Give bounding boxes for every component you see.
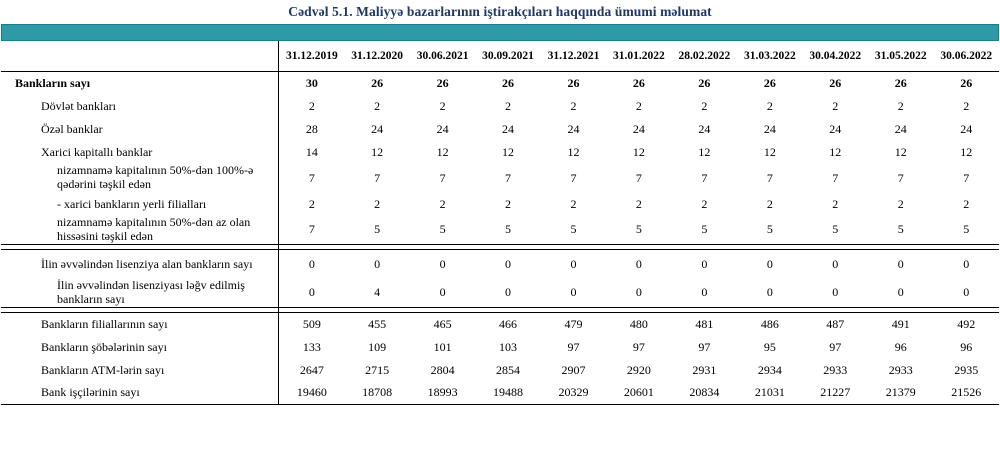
row-value: 492 — [957, 316, 976, 331]
row-value: 2 — [766, 196, 773, 211]
row-label: Bankların filiallarının sayı — [41, 316, 168, 331]
row-value: 96 — [894, 339, 907, 354]
row-value: 0 — [570, 285, 577, 300]
row-value: 12 — [829, 144, 842, 159]
table-row — [1, 313, 999, 336]
row-value: 97 — [632, 339, 645, 354]
column-header-date: 30.09.2021 — [475, 41, 540, 72]
table-row — [1, 359, 999, 382]
row-value: 2 — [570, 98, 577, 113]
row-value: 2 — [832, 98, 839, 113]
row-value: 24 — [960, 121, 973, 136]
row-value: 21526 — [933, 382, 999, 405]
row-value: 2715 — [365, 362, 390, 377]
row-value: 133 — [279, 336, 344, 359]
column-header-date: 30.06.2022 — [933, 41, 999, 72]
row-value: 0 — [963, 256, 970, 271]
table-row — [1, 118, 999, 141]
row-value: 7 — [279, 164, 344, 193]
row-value: 2920 — [626, 362, 651, 377]
table-row — [1, 216, 999, 245]
row-value: 5 — [374, 222, 381, 237]
row-value: 0 — [635, 285, 642, 300]
row-value: 97 — [829, 339, 842, 354]
row-value: 2 — [897, 98, 904, 113]
row-value: 7 — [963, 170, 970, 185]
row-label: - xarici bankların yerli filialları — [57, 196, 207, 211]
row-value: 12 — [567, 144, 580, 159]
table-row — [1, 95, 999, 118]
row-value: 4 — [374, 285, 381, 300]
row-value: 28 — [279, 118, 344, 141]
row-value: 24 — [567, 121, 580, 136]
row-value: 2 — [635, 196, 642, 211]
row-value: 24 — [829, 121, 842, 136]
row-value: 97 — [567, 339, 580, 354]
row-value: 0 — [439, 285, 446, 300]
row-value: 5 — [505, 222, 512, 237]
row-value: 20329 — [541, 382, 606, 405]
column-header-date: 31.12.2020 — [344, 41, 409, 72]
row-value: 12 — [436, 144, 449, 159]
row-value: 466 — [499, 316, 518, 331]
row-value: 12 — [371, 144, 384, 159]
row-value: 19488 — [475, 382, 540, 405]
row-value: 101 — [433, 339, 452, 354]
row-value: 24 — [763, 121, 776, 136]
row-label: nizamnamə kapitalının 50%-dən az olan hissəsini təşkil edən — [57, 214, 251, 243]
table-row — [1, 250, 999, 279]
row-value: 2 — [701, 196, 708, 211]
row-value: 2 — [439, 98, 446, 113]
row-value: 12 — [763, 144, 776, 159]
row-value: 26 — [698, 75, 711, 90]
row-value: 26 — [632, 75, 645, 90]
row-value: 7 — [279, 216, 344, 245]
row-value: 5 — [570, 222, 577, 237]
row-value: 103 — [499, 339, 518, 354]
row-value: 5 — [832, 222, 839, 237]
row-value: 12 — [960, 144, 973, 159]
row-value: 7 — [505, 170, 512, 185]
row-value: 2 — [279, 193, 344, 216]
row-value: 0 — [279, 279, 344, 308]
row-value: 26 — [436, 75, 449, 90]
row-value: 2 — [766, 98, 773, 113]
row-value: 97 — [698, 339, 711, 354]
row-value: 26 — [894, 75, 907, 90]
column-header-date: 31.12.2019 — [279, 41, 344, 72]
row-value: 2935 — [954, 362, 979, 377]
row-value: 0 — [570, 256, 577, 271]
row-value: 2 — [635, 98, 642, 113]
row-value: 95 — [763, 339, 776, 354]
row-value: 20834 — [672, 382, 737, 405]
row-value: 0 — [374, 256, 381, 271]
row-value: 0 — [701, 256, 708, 271]
row-value: 2 — [279, 95, 344, 118]
row-value: 2 — [897, 196, 904, 211]
row-value: 7 — [374, 170, 381, 185]
row-label: İlin əvvəlindən lisenziya alan bankların sayı — [41, 256, 253, 271]
row-value: 12 — [894, 144, 907, 159]
row-value: 2 — [374, 196, 381, 211]
row-value: 0 — [505, 256, 512, 271]
row-label: nizamnamə kapitalının 50%-dən 100%-ə qədərini təşkil edən — [57, 163, 254, 191]
row-value: 480 — [629, 316, 648, 331]
row-value: 2907 — [561, 362, 586, 377]
row-label: İlin əvvəlindən lisenziyası ləğv edilmiş bankların sayı — [57, 277, 245, 306]
row-value: 2 — [439, 196, 446, 211]
row-value: 26 — [829, 75, 842, 90]
row-value: 2804 — [430, 362, 455, 377]
row-label: Bankların sayı — [15, 75, 91, 90]
row-value: 30 — [279, 72, 344, 95]
row-value: 0 — [832, 285, 839, 300]
row-value: 26 — [371, 75, 384, 90]
row-value: 7 — [570, 170, 577, 185]
column-header-date: 28.02.2022 — [672, 41, 737, 72]
row-value: 509 — [279, 313, 344, 336]
table-row — [1, 72, 999, 95]
row-value: 7 — [766, 170, 773, 185]
accent-bar — [1, 24, 999, 41]
row-value: 24 — [371, 121, 384, 136]
row-value: 0 — [635, 256, 642, 271]
column-header-label — [1, 41, 279, 72]
row-value: 18708 — [344, 382, 409, 405]
table-row — [1, 193, 999, 216]
row-value: 2 — [505, 196, 512, 211]
row-value: 0 — [279, 250, 344, 279]
row-value: 26 — [502, 75, 515, 90]
row-label: Dövlət bankları — [41, 98, 116, 113]
row-value: 7 — [701, 170, 708, 185]
column-header-date: 31.03.2022 — [737, 41, 802, 72]
row-value: 21227 — [803, 382, 868, 405]
row-value: 12 — [502, 144, 515, 159]
row-value: 26 — [960, 75, 973, 90]
page-title: Cədvəl 5.1. Maliyyə bazarlarının iştirakçıları haqqında ümumi məlumat — [288, 4, 712, 19]
row-value: 26 — [567, 75, 580, 90]
column-header-date: 30.06.2021 — [410, 41, 475, 72]
row-value: 5 — [701, 222, 708, 237]
row-value: 24 — [632, 121, 645, 136]
table-row — [1, 382, 999, 405]
row-value: 109 — [368, 339, 387, 354]
row-value: 0 — [766, 285, 773, 300]
row-value: 2854 — [496, 362, 521, 377]
row-value: 0 — [897, 256, 904, 271]
row-value: 7 — [635, 170, 642, 185]
column-header-date: 30.04.2022 — [803, 41, 868, 72]
row-value: 2933 — [888, 362, 913, 377]
row-value: 487 — [826, 316, 845, 331]
row-value: 2 — [505, 98, 512, 113]
row-value: 491 — [891, 316, 910, 331]
column-header-date: 31.05.2022 — [868, 41, 933, 72]
table-row — [1, 141, 999, 164]
row-value: 2 — [963, 98, 970, 113]
row-value: 481 — [695, 316, 714, 331]
row-value: 19460 — [279, 382, 344, 405]
row-value: 465 — [433, 316, 452, 331]
row-value: 7 — [897, 170, 904, 185]
row-value: 486 — [760, 316, 779, 331]
row-value: 2 — [701, 98, 708, 113]
table-row — [1, 336, 999, 359]
row-value: 479 — [564, 316, 583, 331]
row-value: 0 — [897, 285, 904, 300]
row-value: 26 — [763, 75, 776, 90]
column-header-date: 31.01.2022 — [606, 41, 671, 72]
row-value: 24 — [436, 121, 449, 136]
row-value: 0 — [701, 285, 708, 300]
row-value: 5 — [897, 222, 904, 237]
row-value: 0 — [505, 285, 512, 300]
table-row — [1, 164, 999, 193]
row-value: 2933 — [823, 362, 848, 377]
row-value: 12 — [698, 144, 711, 159]
row-value: 2647 — [279, 359, 344, 382]
row-value: 21031 — [737, 382, 802, 405]
row-value: 12 — [632, 144, 645, 159]
row-value: 24 — [698, 121, 711, 136]
column-header-date: 31.12.2021 — [541, 41, 606, 72]
row-value: 2 — [963, 196, 970, 211]
table-header-row — [1, 41, 999, 72]
row-label: Özəl banklar — [41, 121, 103, 136]
row-value: 2931 — [692, 362, 717, 377]
row-value: 0 — [766, 256, 773, 271]
row-label: Xarici kapitallı banklar — [41, 144, 153, 159]
row-value: 18993 — [410, 382, 475, 405]
row-label: Bankların şöbələrinin sayı — [41, 339, 167, 354]
row-value: 96 — [960, 339, 973, 354]
row-value: 21379 — [868, 382, 933, 405]
table-row — [1, 279, 999, 308]
row-value: 7 — [832, 170, 839, 185]
row-value: 24 — [502, 121, 515, 136]
row-value: 2 — [374, 98, 381, 113]
row-value: 0 — [832, 256, 839, 271]
row-value: 455 — [368, 316, 387, 331]
row-value: 5 — [766, 222, 773, 237]
row-label: Bankların ATM-lərin sayı — [41, 362, 165, 377]
row-value: 0 — [963, 285, 970, 300]
row-value: 2934 — [757, 362, 782, 377]
row-value: 7 — [439, 170, 446, 185]
row-label: Bank işçilərinin sayı — [1, 382, 279, 405]
row-value: 2 — [832, 196, 839, 211]
row-value: 20601 — [606, 382, 671, 405]
data-table — [1, 41, 999, 405]
row-value: 0 — [439, 256, 446, 271]
row-value: 2 — [570, 196, 577, 211]
row-value: 5 — [635, 222, 642, 237]
row-value: 5 — [439, 222, 446, 237]
row-value: 24 — [894, 121, 907, 136]
row-value: 5 — [963, 222, 970, 237]
row-value: 14 — [279, 141, 344, 164]
